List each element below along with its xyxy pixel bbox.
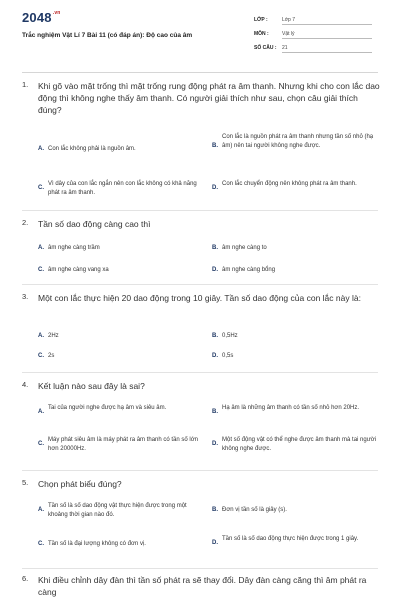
- option-letter: C.: [38, 353, 44, 359]
- option-letter: A.: [38, 245, 44, 251]
- question-divider: [22, 284, 378, 285]
- question-number: 5.: [22, 478, 29, 487]
- question-text: Một con lắc thực hiện 20 dao động trong 10 giây. Tần số dao động của con lắc này là:: [38, 293, 361, 303]
- option-letter: A.: [38, 409, 44, 415]
- meta-label: LỚP :: [254, 17, 268, 23]
- question-5: [22, 478, 382, 568]
- question-3: [22, 292, 382, 372]
- meta-value: 21: [282, 45, 372, 53]
- question-6: [22, 574, 382, 600]
- meta-value: Vật lý: [282, 31, 372, 39]
- option-text: Con lắc không phải là nguồn âm.: [48, 146, 136, 152]
- meta-label: MÔN :: [254, 31, 269, 37]
- question-text: Khi gõ vào mặt trống thì mặt trống rung động phát ra âm thanh. Nhưng khi cho con lắc dao động thì không nghe thấy âm thanh. Có người giải thích như sau, chọn câu giải thích đúng?: [38, 81, 380, 115]
- option-letter: B.: [212, 333, 218, 339]
- option-text: âm nghe càng bổng: [222, 267, 276, 273]
- site-logo[interactable]: [22, 10, 61, 25]
- option-letter: C.: [38, 267, 44, 273]
- question-text: Khi điều chỉnh dây đàn thì tần số phát ra sẽ thay đổi. Dây đàn càng căng thì âm phát ra càng: [38, 575, 367, 597]
- meta-label: SỐ CÂU :: [254, 45, 277, 51]
- option-letter: A.: [38, 507, 44, 513]
- option-text: 0,5Hz: [222, 333, 238, 339]
- option-text: âm nghe càng trầm: [48, 245, 100, 251]
- option-text: 0,5s: [222, 353, 234, 359]
- option-letter: D.: [212, 185, 218, 191]
- question-number: 6.: [22, 574, 29, 583]
- header-divider: [22, 72, 378, 73]
- question-text: Tần số dao động càng cao thì: [38, 219, 151, 229]
- option-text: Tai của người nghe được hạ âm và siêu âm.: [48, 405, 167, 411]
- question-divider: [22, 210, 378, 211]
- option-letter: B.: [212, 143, 218, 149]
- option-text: âm nghe càng to: [222, 245, 267, 251]
- question-4: [22, 380, 382, 470]
- option-text: Vì dây của con lắc ngắn nên con lắc không có khả năng phát ra âm thanh.: [48, 181, 197, 196]
- question-divider: [22, 470, 378, 471]
- option-letter: A.: [38, 146, 44, 152]
- option-letter: D.: [212, 441, 218, 447]
- logo-suffix: .vn: [52, 10, 61, 16]
- question-number: 4.: [22, 380, 29, 389]
- option-letter: A.: [38, 333, 44, 339]
- option-letter: B.: [212, 409, 218, 415]
- question-1: [22, 80, 382, 230]
- page-header: [0, 0, 400, 66]
- option-text: Hạ âm là những âm thanh có tần số nhỏ hơn 20Hz.: [222, 405, 360, 411]
- question-number: 3.: [22, 292, 29, 301]
- question-number: 2.: [22, 218, 29, 227]
- option-letter: D.: [212, 353, 218, 359]
- question-text: Kết luận nào sau đây là sai?: [38, 381, 145, 391]
- option-text: Một số động vật có thể nghe được âm thanh mà tai người không nghe được.: [222, 437, 376, 452]
- option-letter: C.: [38, 541, 44, 547]
- option-text: Máy phát siêu âm là máy phát ra âm thanh có tần số lớn hơn 20000Hz.: [48, 437, 199, 452]
- question-number: 1.: [22, 80, 29, 89]
- option-letter: D.: [212, 267, 218, 273]
- page-title: Trắc nghiệm Vật Lí 7 Bài 11 (có đáp án): Độ cao của âm: [22, 32, 193, 39]
- option-letter: C.: [38, 185, 44, 191]
- option-text: Tần số là số dao động vật thực hiện được trong một khoảng thời gian nào đó.: [48, 503, 187, 518]
- question-2: [22, 218, 382, 278]
- option-letter: B.: [212, 507, 218, 513]
- option-letter: C.: [38, 441, 44, 447]
- question-divider: [22, 372, 378, 373]
- option-text: Đơn vị tần số là giây (s).: [222, 507, 287, 513]
- option-text: Tần số là đại lượng không có đơn vị.: [48, 541, 146, 547]
- option-text: 2Hz: [48, 333, 59, 339]
- option-letter: B.: [212, 245, 218, 251]
- option-text: Con lắc là nguồn phát ra âm thanh nhưng tần số nhỏ (hạ âm) nên tai người không nghe được.: [222, 134, 374, 149]
- option-text: âm nghe càng vang xa: [48, 267, 109, 273]
- option-text: 2s: [48, 353, 55, 359]
- option-text: Con lắc chuyển động nên không phát ra âm thanh.: [222, 181, 357, 187]
- logo-text: 2048: [22, 10, 52, 25]
- option-letter: D.: [212, 540, 218, 546]
- question-text: Chọn phát biểu đúng?: [38, 479, 122, 489]
- question-divider: [22, 568, 378, 569]
- option-text: Tần số là số dao động thực hiện được trong 1 giây.: [222, 536, 359, 542]
- meta-value: Lớp 7: [282, 17, 372, 25]
